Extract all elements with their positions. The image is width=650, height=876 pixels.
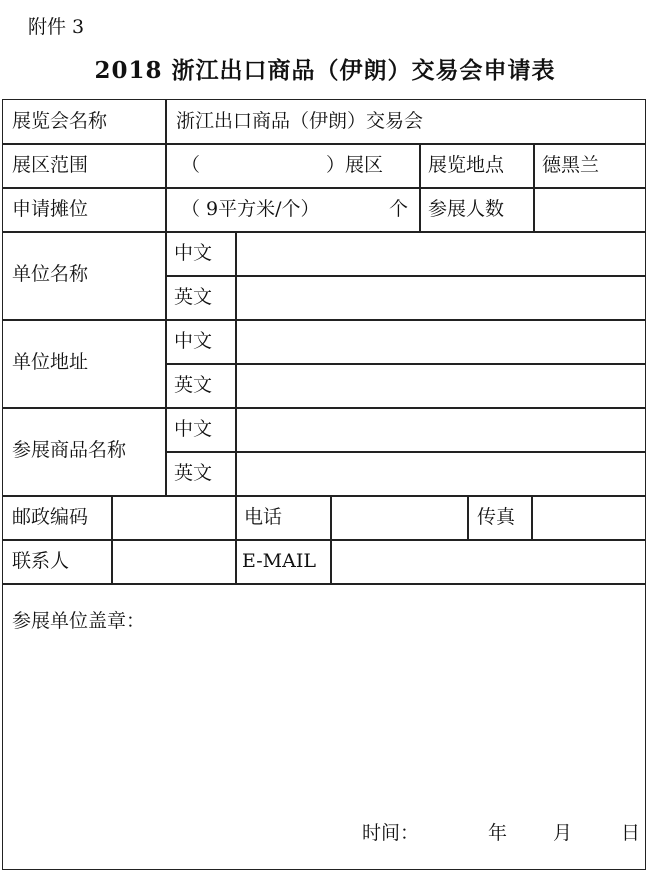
products-label: 参展商品名称 — [12, 439, 127, 461]
zone-label: 展区范围 — [12, 154, 89, 176]
company-address-label: 单位地址 — [12, 351, 89, 373]
venue-value: 德黑兰 — [542, 154, 600, 176]
annex-label: 附件 3 — [28, 16, 85, 38]
booth-unit: 个 — [389, 198, 409, 220]
products-english-label: 英文 — [174, 462, 213, 484]
month-label: 月 — [553, 822, 573, 844]
company-name-chinese-label: 中文 — [174, 242, 213, 264]
attendees-label: 参展人数 — [428, 198, 505, 220]
company-address-chinese-label: 中文 — [174, 330, 213, 352]
zone-close-text: ）展区 — [326, 154, 384, 176]
products-chinese-label: 中文 — [174, 418, 213, 440]
booth-label: 申请摊位 — [12, 198, 89, 220]
zone-open-paren: （ — [181, 154, 201, 176]
day-label: 日 — [621, 822, 641, 844]
company-name-english-label: 英文 — [174, 286, 213, 308]
fax-label: 传真 — [477, 506, 516, 528]
postcode-label: 邮政编码 — [12, 506, 89, 528]
company-name-label: 单位名称 — [12, 263, 89, 285]
page-title: 2018 浙江出口商品（伊朗）交易会申请表 — [94, 57, 556, 84]
exhibition-name-label: 展览会名称 — [12, 110, 108, 132]
exhibition-name-value: 浙江出口商品（伊朗）交易会 — [176, 110, 424, 132]
email-label: E-MAIL — [242, 550, 316, 572]
date-label: 时间： — [362, 822, 420, 844]
contact-label: 联系人 — [12, 550, 70, 572]
year-label: 年 — [488, 822, 508, 844]
venue-label: 展览地点 — [428, 154, 505, 176]
seal-label: 参展单位盖章： — [12, 610, 146, 632]
phone-label: 电话 — [244, 506, 283, 528]
company-address-english-label: 英文 — [174, 374, 213, 396]
booth-spec: （ 9平方米/个） — [181, 198, 320, 220]
